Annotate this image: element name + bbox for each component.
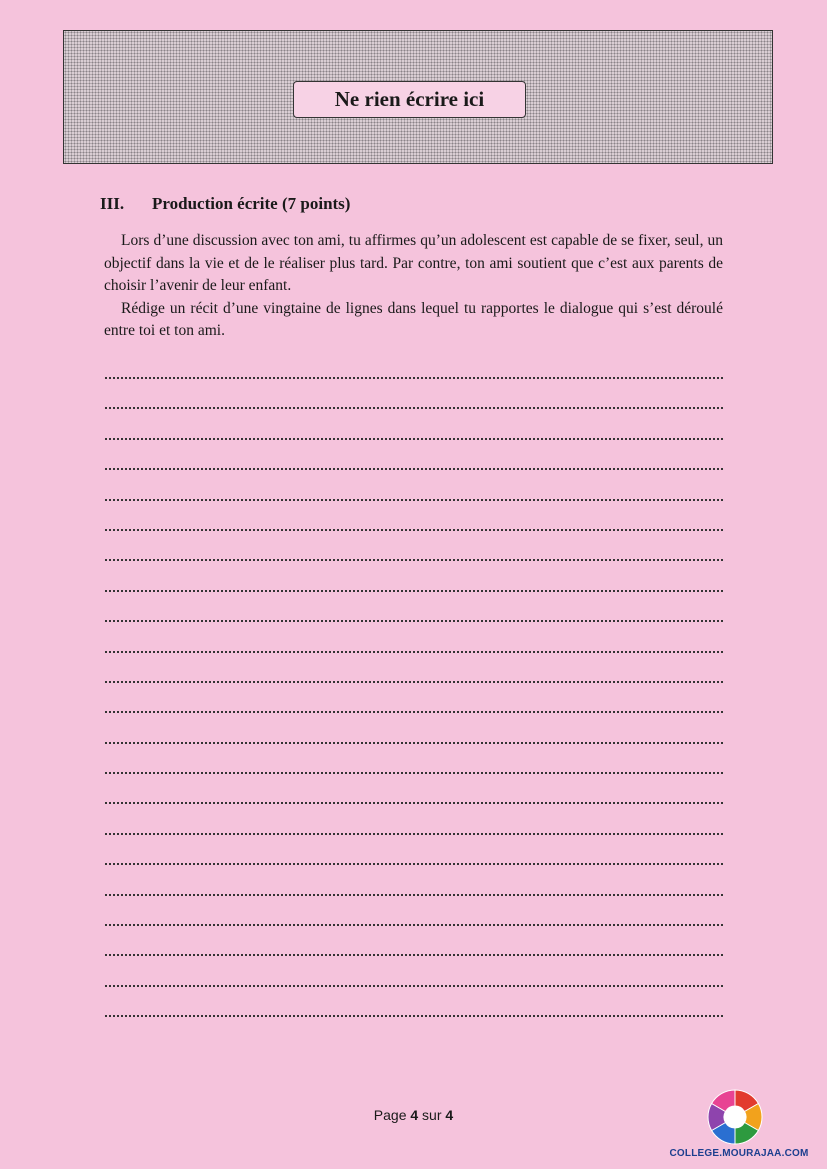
prompt-paragraph-2: Rédige un récit d’une vingtaine de lignes dans lequel tu rapportes le dialogue qui s’est déroulé entre toi et ton ami. bbox=[104, 299, 723, 339]
writing-line[interactable] bbox=[105, 683, 723, 713]
writing-line[interactable] bbox=[105, 592, 723, 622]
writing-line[interactable] bbox=[105, 926, 723, 956]
no-write-label: Ne rien écrire ici bbox=[293, 81, 526, 118]
section-number: III. bbox=[100, 194, 125, 213]
watermark-site: COLLEGE.MOURAJAA.COM bbox=[669, 1148, 809, 1159]
writing-line[interactable] bbox=[105, 561, 723, 591]
writing-line[interactable] bbox=[105, 622, 723, 652]
prompt-paragraph-1: Lors d’une discussion avec ton ami, tu affirmes qu’un adolescent est capable de se fixer, seul, un objectif dans la vie et de le réaliser plus tard. Par contre, ton ami soutient que c’est aux parents de choisir l’avenir de leur enfant. bbox=[104, 232, 723, 294]
site-logo-icon bbox=[690, 1075, 780, 1150]
writing-line[interactable] bbox=[105, 531, 723, 561]
writing-line[interactable] bbox=[105, 896, 723, 926]
writing-line[interactable] bbox=[105, 379, 723, 409]
page-number: 4 bbox=[410, 1107, 419, 1123]
section-heading: Production écrite (7 points) bbox=[152, 194, 351, 213]
writing-line[interactable] bbox=[105, 440, 723, 470]
page-total: 4 bbox=[445, 1107, 454, 1123]
writing-line[interactable] bbox=[105, 835, 723, 865]
writing-line[interactable] bbox=[105, 865, 723, 895]
page-separator: sur bbox=[418, 1107, 446, 1123]
page-prefix: Page bbox=[373, 1107, 411, 1123]
writing-line[interactable] bbox=[105, 744, 723, 774]
writing-line[interactable] bbox=[105, 713, 723, 743]
writing-line[interactable] bbox=[105, 501, 723, 531]
writing-line[interactable] bbox=[105, 653, 723, 683]
writing-line[interactable] bbox=[105, 409, 723, 439]
writing-line[interactable] bbox=[105, 987, 723, 1017]
writing-area[interactable] bbox=[105, 377, 723, 1017]
writing-line[interactable] bbox=[105, 470, 723, 500]
writing-line[interactable] bbox=[105, 774, 723, 804]
section-title bbox=[100, 194, 350, 214]
writing-line[interactable] bbox=[105, 804, 723, 834]
writing-line[interactable] bbox=[105, 956, 723, 986]
writing-prompt bbox=[104, 230, 723, 343]
